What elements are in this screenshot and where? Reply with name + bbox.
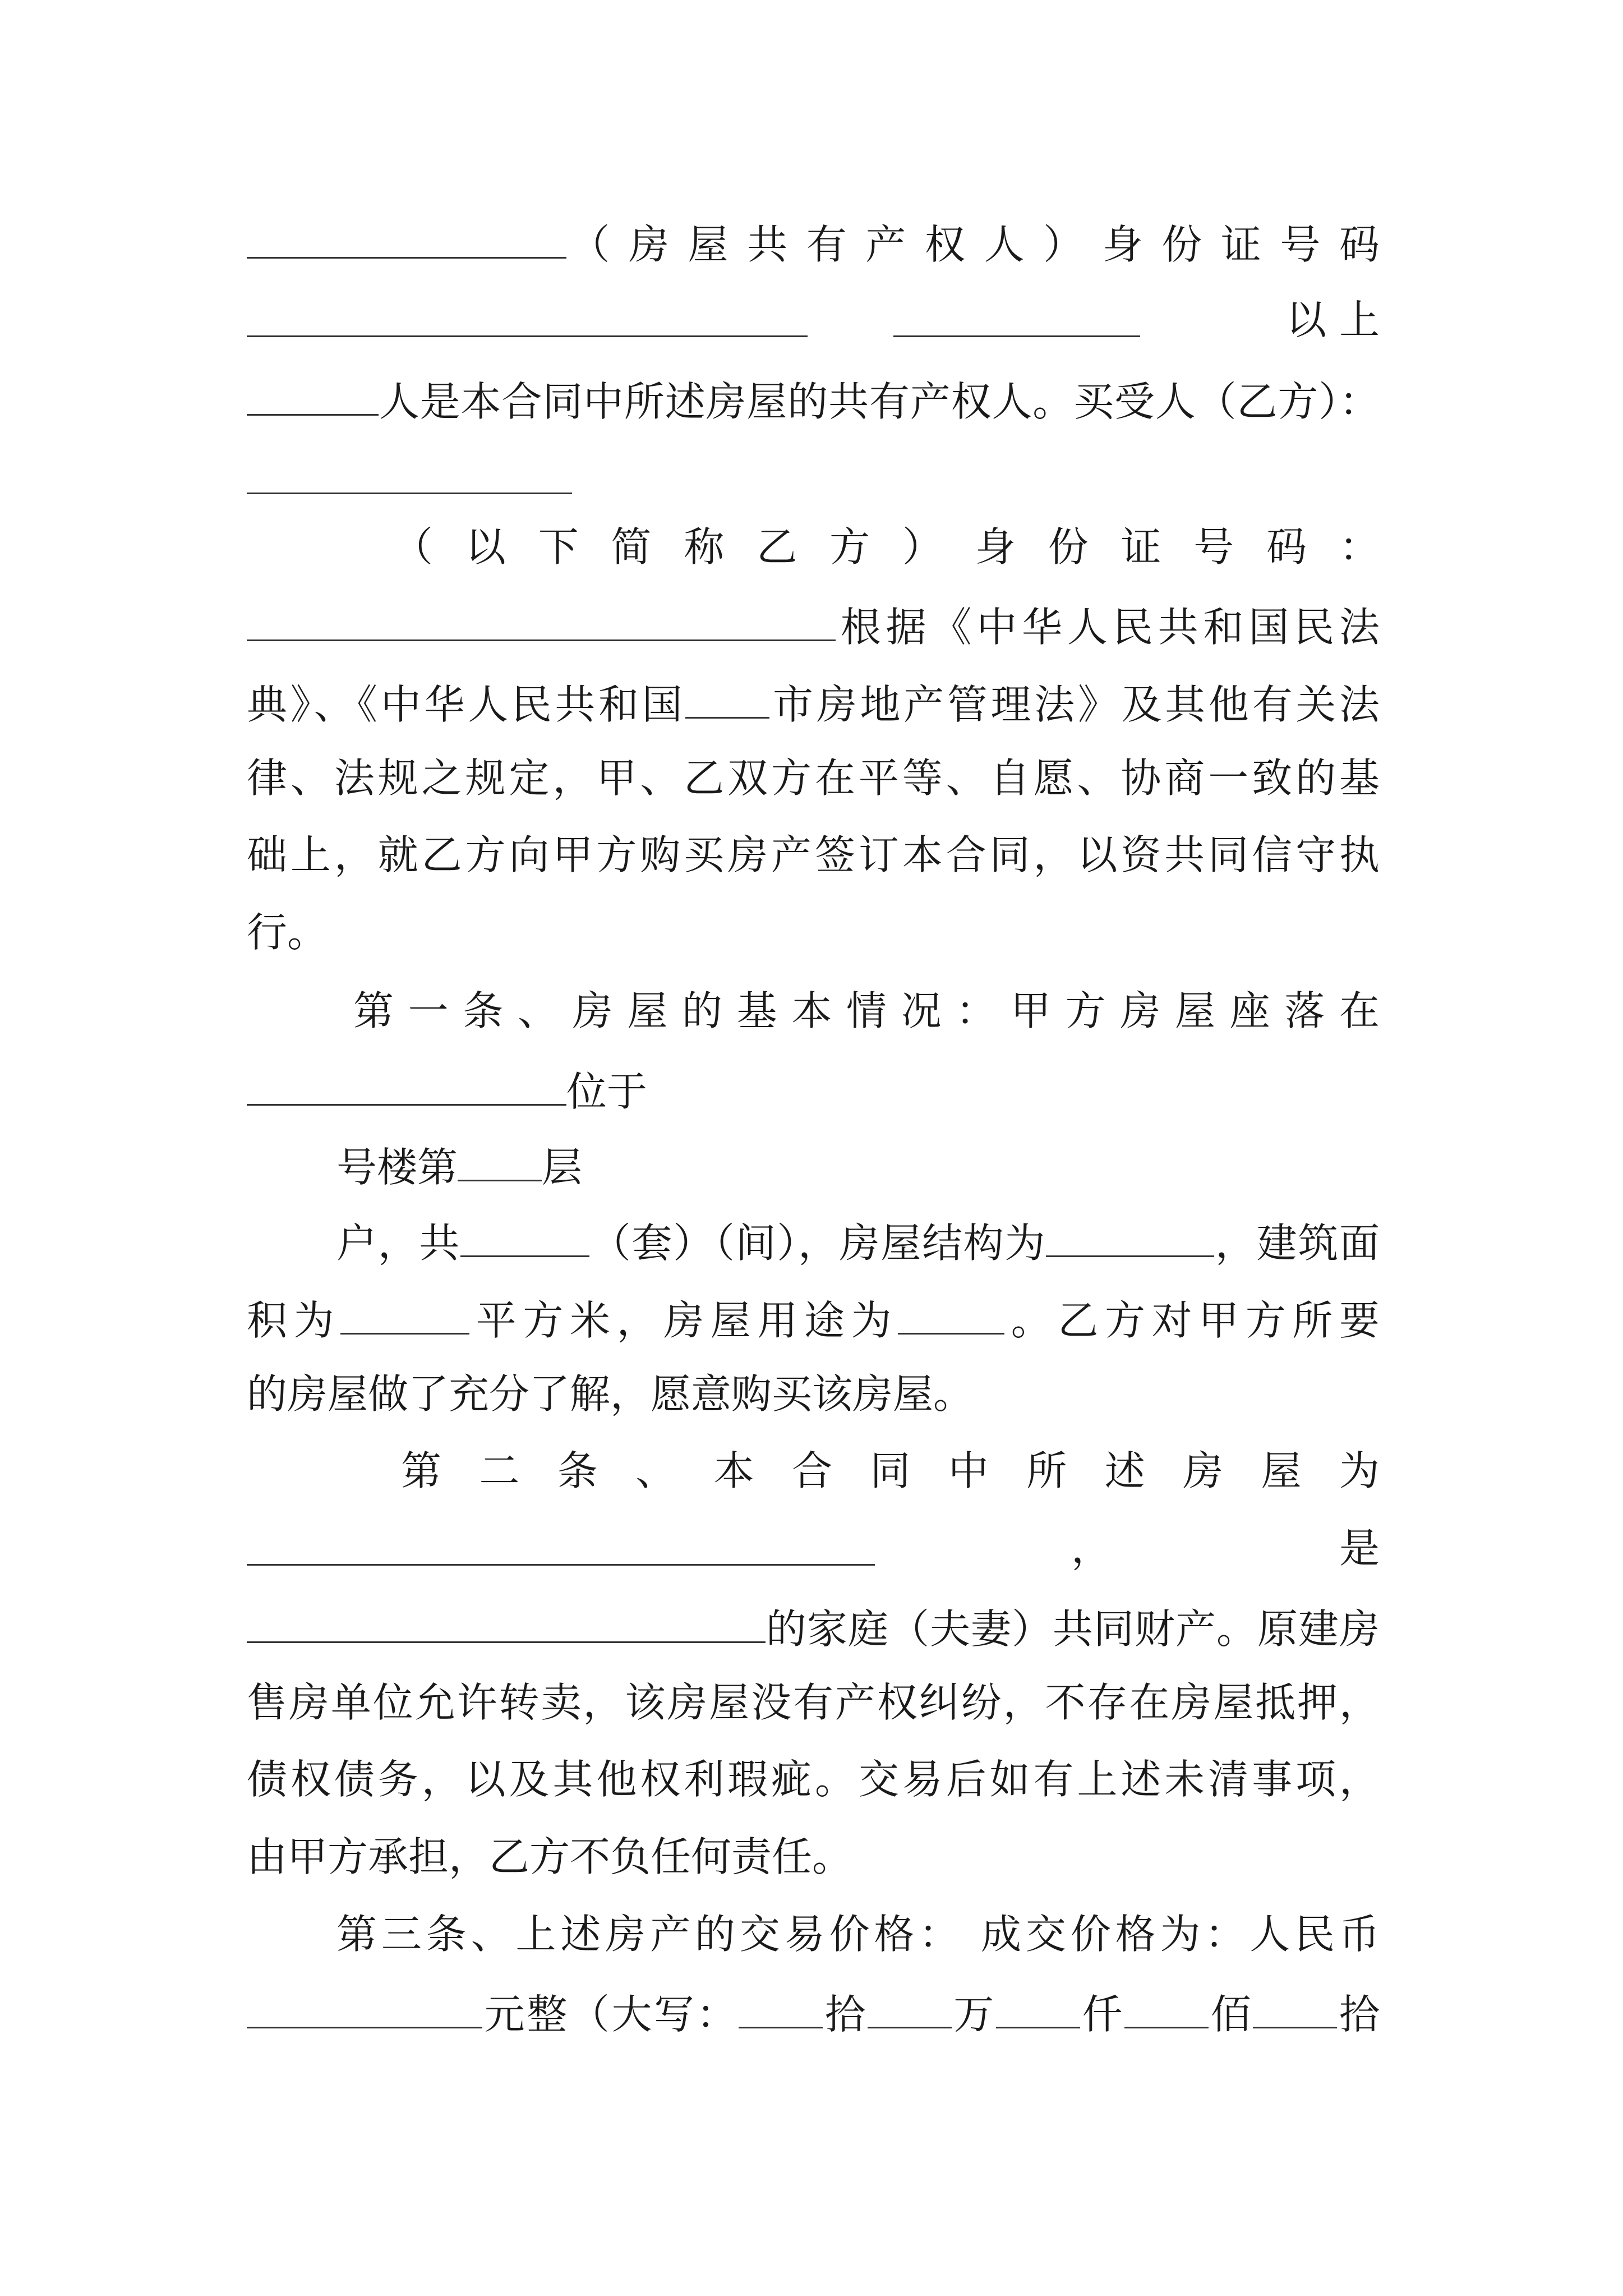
price-label: 元整（大写： xyxy=(482,1991,739,2038)
blank-field[interactable] xyxy=(247,213,566,259)
blank-field[interactable] xyxy=(1046,1212,1214,1257)
location-line xyxy=(247,1060,1380,1116)
property-owner-line xyxy=(247,1520,1380,1576)
qian-unit: 仟 xyxy=(1080,1991,1125,2038)
body-line xyxy=(247,1829,1380,1885)
price-line xyxy=(247,1983,1380,2039)
paragraph-text: 债权债务，以及其他权利瑕疵。交易后如有上述未清事项， xyxy=(247,1756,1380,1803)
usage-text: 平方米，房屋用途为 xyxy=(469,1297,898,1344)
blank-field[interactable] xyxy=(1124,1983,1209,2028)
blank-field[interactable] xyxy=(996,1983,1080,2028)
buyer-id-label-line xyxy=(393,519,1380,575)
blank-field[interactable] xyxy=(1253,1983,1337,2028)
blank-field[interactable] xyxy=(458,1136,542,1181)
buyer-understanding-text: 。乙方对甲方所要 xyxy=(1004,1297,1380,1344)
floor-line xyxy=(336,1136,1469,1192)
co-owner-statement-line xyxy=(247,370,1380,426)
area-text: ，建筑面 xyxy=(1214,1220,1380,1267)
blank-field[interactable] xyxy=(739,1983,823,2028)
body-line xyxy=(247,1366,1380,1422)
article-1-text: 第 一 条 、 房 屋 的 基 本 情 况 ： 甲 方 房 屋 座 落 在 xyxy=(353,987,1380,1034)
blank-field[interactable] xyxy=(868,1983,952,2028)
paragraph-text: 售房单位允许转卖，该房屋没有产权纠纷，不存在房屋抵押， xyxy=(247,1679,1380,1726)
blank-field[interactable] xyxy=(340,1289,469,1335)
co-owner-line xyxy=(247,213,1380,269)
article-2-heading xyxy=(401,1443,1380,1499)
wan-unit: 万 xyxy=(951,1991,996,2038)
paragraph-text: 由甲方承担，乙方不负任何责任。 xyxy=(247,1833,853,1880)
blank-field[interactable] xyxy=(247,449,572,494)
article-1-heading xyxy=(353,983,1380,1039)
paragraph-text: 的房屋做了充分了解，愿意购买该房屋。 xyxy=(247,1370,974,1418)
is-text: 是 xyxy=(1339,1525,1380,1572)
structure-text: （套）（间），房屋结构为 xyxy=(589,1220,1046,1267)
body-line xyxy=(247,904,1380,960)
floor-text: 层 xyxy=(542,1144,583,1191)
paragraph-text: 础上，就乙方向甲方购买房产签订本合同，以资共同信守执 xyxy=(247,831,1380,878)
located-at-text: 位于 xyxy=(566,1068,648,1115)
joint-property-line xyxy=(247,1598,1380,1654)
co-owner-id-label: （ 房 屋 共 有 产 权 人 ） 身 份 证 号 码 xyxy=(566,221,1380,268)
bai-unit: 佰 xyxy=(1209,1991,1253,2038)
joint-property-text: 的家庭（夫妻）共同财产。原建房 xyxy=(766,1605,1380,1653)
unit-text: 户，共 xyxy=(336,1220,461,1267)
article-2-text: 第 二 条 、 本 合 同 中 所 述 房 屋 为 xyxy=(401,1447,1380,1494)
blank-field[interactable] xyxy=(247,1520,875,1566)
body-line xyxy=(247,750,1380,806)
id-number-line xyxy=(247,292,1380,348)
paragraph-text: 行。 xyxy=(247,909,328,956)
law-name-text-2: 市房地产管理法》及其他有关法 xyxy=(769,681,1380,728)
legal-basis-line-2 xyxy=(247,673,1380,729)
buyer-label: 人是本合同中所述房屋的共有产权人。买受人（乙方）： xyxy=(379,378,1380,425)
blank-field[interactable] xyxy=(893,292,1140,337)
blank-field[interactable] xyxy=(247,1983,482,2028)
shi-unit: 拾 xyxy=(823,1991,868,2038)
legal-basis-line xyxy=(247,596,1380,652)
law-name-text: 典》、《中华人民共和国 xyxy=(247,681,686,728)
blank-field[interactable] xyxy=(247,1598,766,1643)
blank-field[interactable] xyxy=(685,673,769,719)
blank-field[interactable] xyxy=(460,1212,589,1257)
blank-field[interactable] xyxy=(898,1289,1004,1335)
building-text: 号楼第 xyxy=(336,1144,458,1191)
blank-field[interactable] xyxy=(247,1060,566,1106)
article-3-heading xyxy=(336,1906,1380,1962)
buyer-id-label: （ 以 下 简 称 乙 方 ） 身 份 证 号 码 ： xyxy=(393,523,1380,570)
body-line xyxy=(247,1751,1380,1807)
blank-field[interactable] xyxy=(247,370,379,416)
body-line xyxy=(247,1674,1380,1731)
legal-basis-text: 根据《中华人民共和国民法 xyxy=(836,604,1380,651)
unit-line xyxy=(336,1212,1380,1268)
area-label: 积为 xyxy=(247,1297,341,1344)
area-line xyxy=(247,1289,1380,1345)
blank-field[interactable] xyxy=(247,292,808,337)
paragraph-text: 律、法规之规定，甲、乙双方在平等、自愿、协商一致的基 xyxy=(247,754,1380,802)
body-line xyxy=(247,827,1380,883)
blank-field[interactable] xyxy=(247,596,836,641)
article-3-text: 第三条、上述房产的交易价格： 成交价格为：人民币 xyxy=(336,1911,1380,1958)
comma-text: ， xyxy=(1071,1525,1112,1572)
buyer-name-line xyxy=(247,449,1380,505)
shi-unit-2: 拾 xyxy=(1337,1991,1380,2038)
above-label: 以 上 xyxy=(1286,296,1380,343)
